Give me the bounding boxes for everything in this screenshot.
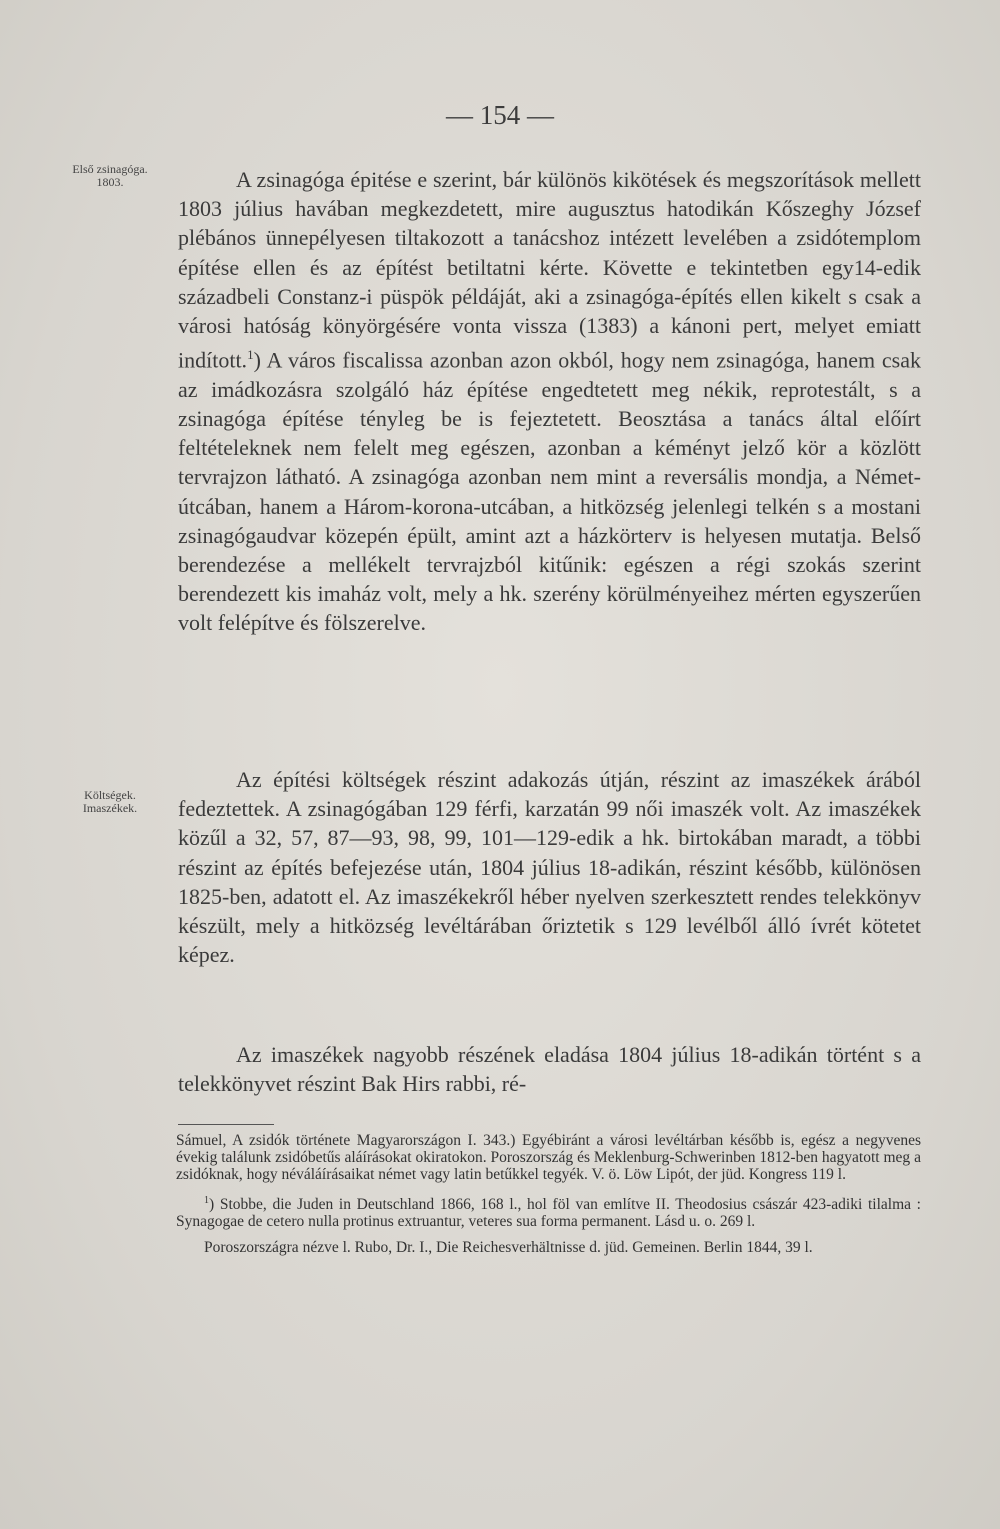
footnote-1 [176, 1192, 921, 1230]
paragraph-1-text: A zsinagóga épitése e szerint, bár különös kikötések és megszorítások mellett 1803 július havában megkezdetett, mire augusztus hatodikán Kőszeghy József plébános ünnepélyesen tiltakozott a tanácshoz intézett levelében a zsidótemplom építése ellen és az építést betiltatni kérte. Követte e tekintetben egy14-edik századbeli Constanz-i püspök példáját, aki a zsinagóga-építés ellen kikelt s csak a városi hatóság könyörgésére vonta vissza (1383) a kánoni pert, melyet emiatt indított. [178, 167, 921, 373]
footnote-separator [178, 1124, 274, 1125]
margin-note-line: Imaszékek. [82, 801, 138, 815]
main-text-section-2 [178, 765, 921, 969]
margin-note-costs [54, 789, 166, 815]
main-text-section-3 [178, 1040, 921, 1098]
footnote-1-mark: 1 [204, 1195, 209, 1206]
paragraph-2: Az építési költségek részint adakozás útján, részint az imaszékek árából fedeztettek. A zsinagógában 129 férfi, karzatán 99 női imaszék volt. Az imaszékek közűl a 32, 57, 87—93, 98, 99, 101—129-edik a hk. birtokában maradt, a többi részint az építés befejezése után, 1804 július 18-adikán, részint később, különösen 1825-ben, adatott el. Az imaszékekről héber nyelven szerkesztett rendes telekkönyv készült, mely a hitközség levéltárában őriztetik s 129 levélből álló ívrét kötetet képez. [178, 767, 921, 968]
margin-note-first-synagogue [54, 163, 166, 189]
footnote-2: Poroszországra nézve l. Rubo, Dr. I., Die Reichesverhältnisse d. jüd. Gemeinen. Berlin 1844, 39 l. [204, 1239, 813, 1257]
footnotes [176, 1132, 921, 1265]
margin-note-line: 1803. [96, 175, 124, 189]
footnote-1-text: ) Stobbe, die Juden in Deutschland 1866, 168 l., hol föl van említve II. Theodosius császár 423-adiki tilalma : Synagogae de cetero nulla protinus extruantur, veteres sua forma permanent. Lásd u. o. 269 l. [176, 1196, 921, 1231]
footnote-continuation: Sámuel, A zsidók története Magyarországon I. 343.) Egyébiránt a városi levéltárban később is, egész a negyvenes évekig találunk zsidóbetűs aláírásokat okiratokon. Poroszország és Meklenburg-Schwerinben 1812-ben hagyatott meg a zsidóknak, hogy néváláírásaikat német vagy latin betűkkel tegyék. V. ö. Löw Lipót, der jüd. Kongress 119 l. [176, 1132, 921, 1183]
paragraph-1-continuation: ) A város fiscalissa azonban azon okból, hogy nem zsinagóga, hanem csak az imádkozásra szolgáló ház építése engedtetett meg nékik, reprotestált, s a zsinagóga építése tényleg be is fejeztetett. Beosztása a tanács által előírt feltételeknek nem felelt meg egészen, azonban a kéményt jelző kör a közlött tervrajzon látható. A zsinagóga azonban nem mint a reversális mondja, a Német-útcában, hanem a Három-korona-utcában, a hitközség jelenlegi telkén s a mostani zsinagógaudvar közepén épült, amint azt a házkörterv is helyesen mutatja. Belső berendezése a mellékelt tervrajzból kitűnik: egészen a régi szokás szerint berendezett kis imaház volt, mely a hk. szerény körülményeihez mérten egyszerűen volt felépítve és fölszerelve. [178, 347, 921, 636]
margin-note-line: Első zsinagóga. [72, 162, 148, 176]
page-number: — 154 — [446, 100, 554, 130]
footnote-reference: 1 [247, 347, 254, 363]
paragraph-3: Az imaszékek nagyobb részének eladása 1804 július 18-adikán történt s a telekkönyvet részint Bak Hirs rabbi, ré- [178, 1042, 921, 1097]
margin-note-line: Költségek. [84, 788, 136, 802]
paragraph-1 [178, 165, 921, 638]
main-text [178, 165, 921, 638]
